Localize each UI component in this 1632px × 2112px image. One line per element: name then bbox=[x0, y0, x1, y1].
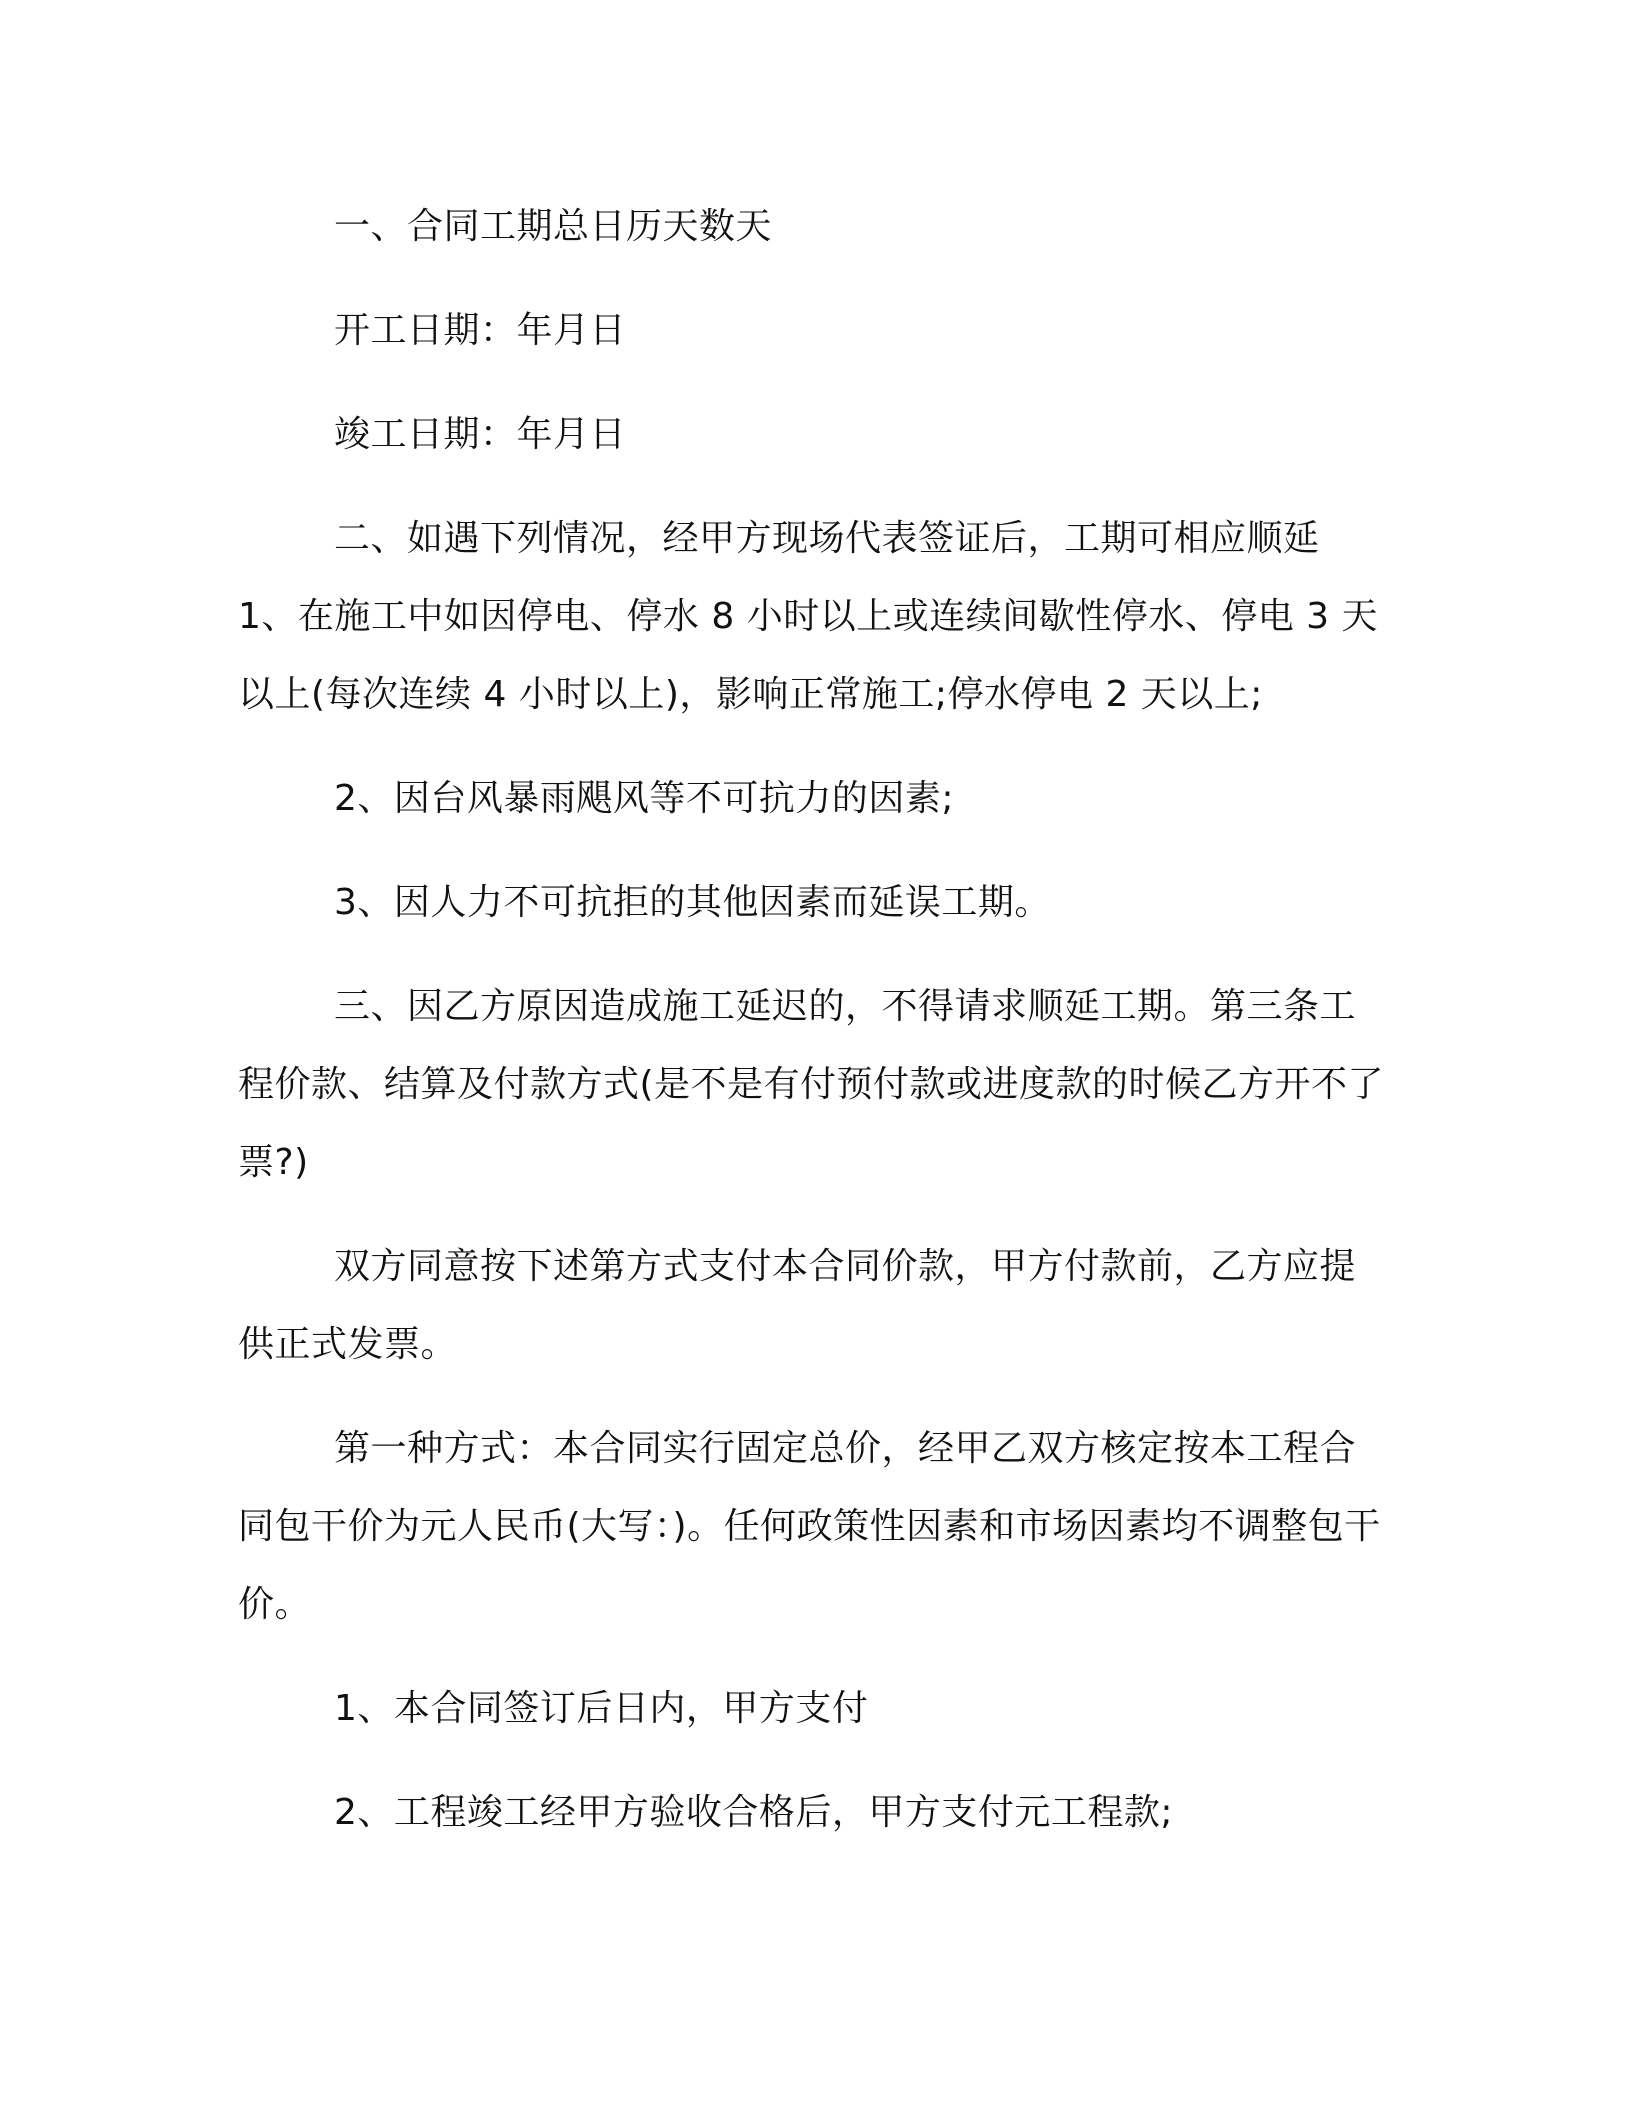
paragraph-payment-method: 双方同意按下述第方式支付本合同价款，甲方付款前，乙方应提供正式发票。 bbox=[238, 1246, 1357, 1365]
paragraph-payment-1: 1、本合同签订后日内，甲方支付 bbox=[334, 1688, 869, 1729]
paragraph-force-majeure: 2、因台风暴雨飓风等不可抗力的因素; bbox=[334, 778, 955, 819]
paragraph-completion-date: 竣工日期：年月日 bbox=[334, 414, 627, 455]
paragraph-construction-period: 一、合同工期总日历天数天 bbox=[334, 206, 773, 247]
document-body bbox=[238, 188, 1388, 1852]
paragraph-start-date: 开工日期：年月日 bbox=[334, 310, 627, 351]
paragraph-fixed-price: 第一种方式：本合同实行固定总价，经甲乙双方核定按本工程合同包干价为元人民币(大写：)。任何政策性因素和市场因素均不调整包干价。 bbox=[238, 1428, 1381, 1625]
paragraph-contractor-delay: 三、因乙方原因造成施工延迟的，不得请求顺延工期。第三条工程价款、结算及付款方式(是不是有付预付款或进度款的时候乙方开不了票?) bbox=[238, 986, 1385, 1183]
paragraph-extension-conditions: 二、如遇下列情况，经甲方现场代表签证后，工期可相应顺延 1、在施工中如因停电、停水 8 小时以上或连续间歇性停水、停电 3 天以上(每次连续 4 小时以上)，影响正常施工;停水停电 2 天以上; bbox=[238, 518, 1378, 715]
paragraph-other-factors: 3、因人力不可抗拒的其他因素而延误工期。 bbox=[334, 882, 1051, 923]
paragraph-payment-2: 2、工程竣工经甲方验收合格后，甲方支付元工程款; bbox=[334, 1792, 1174, 1833]
